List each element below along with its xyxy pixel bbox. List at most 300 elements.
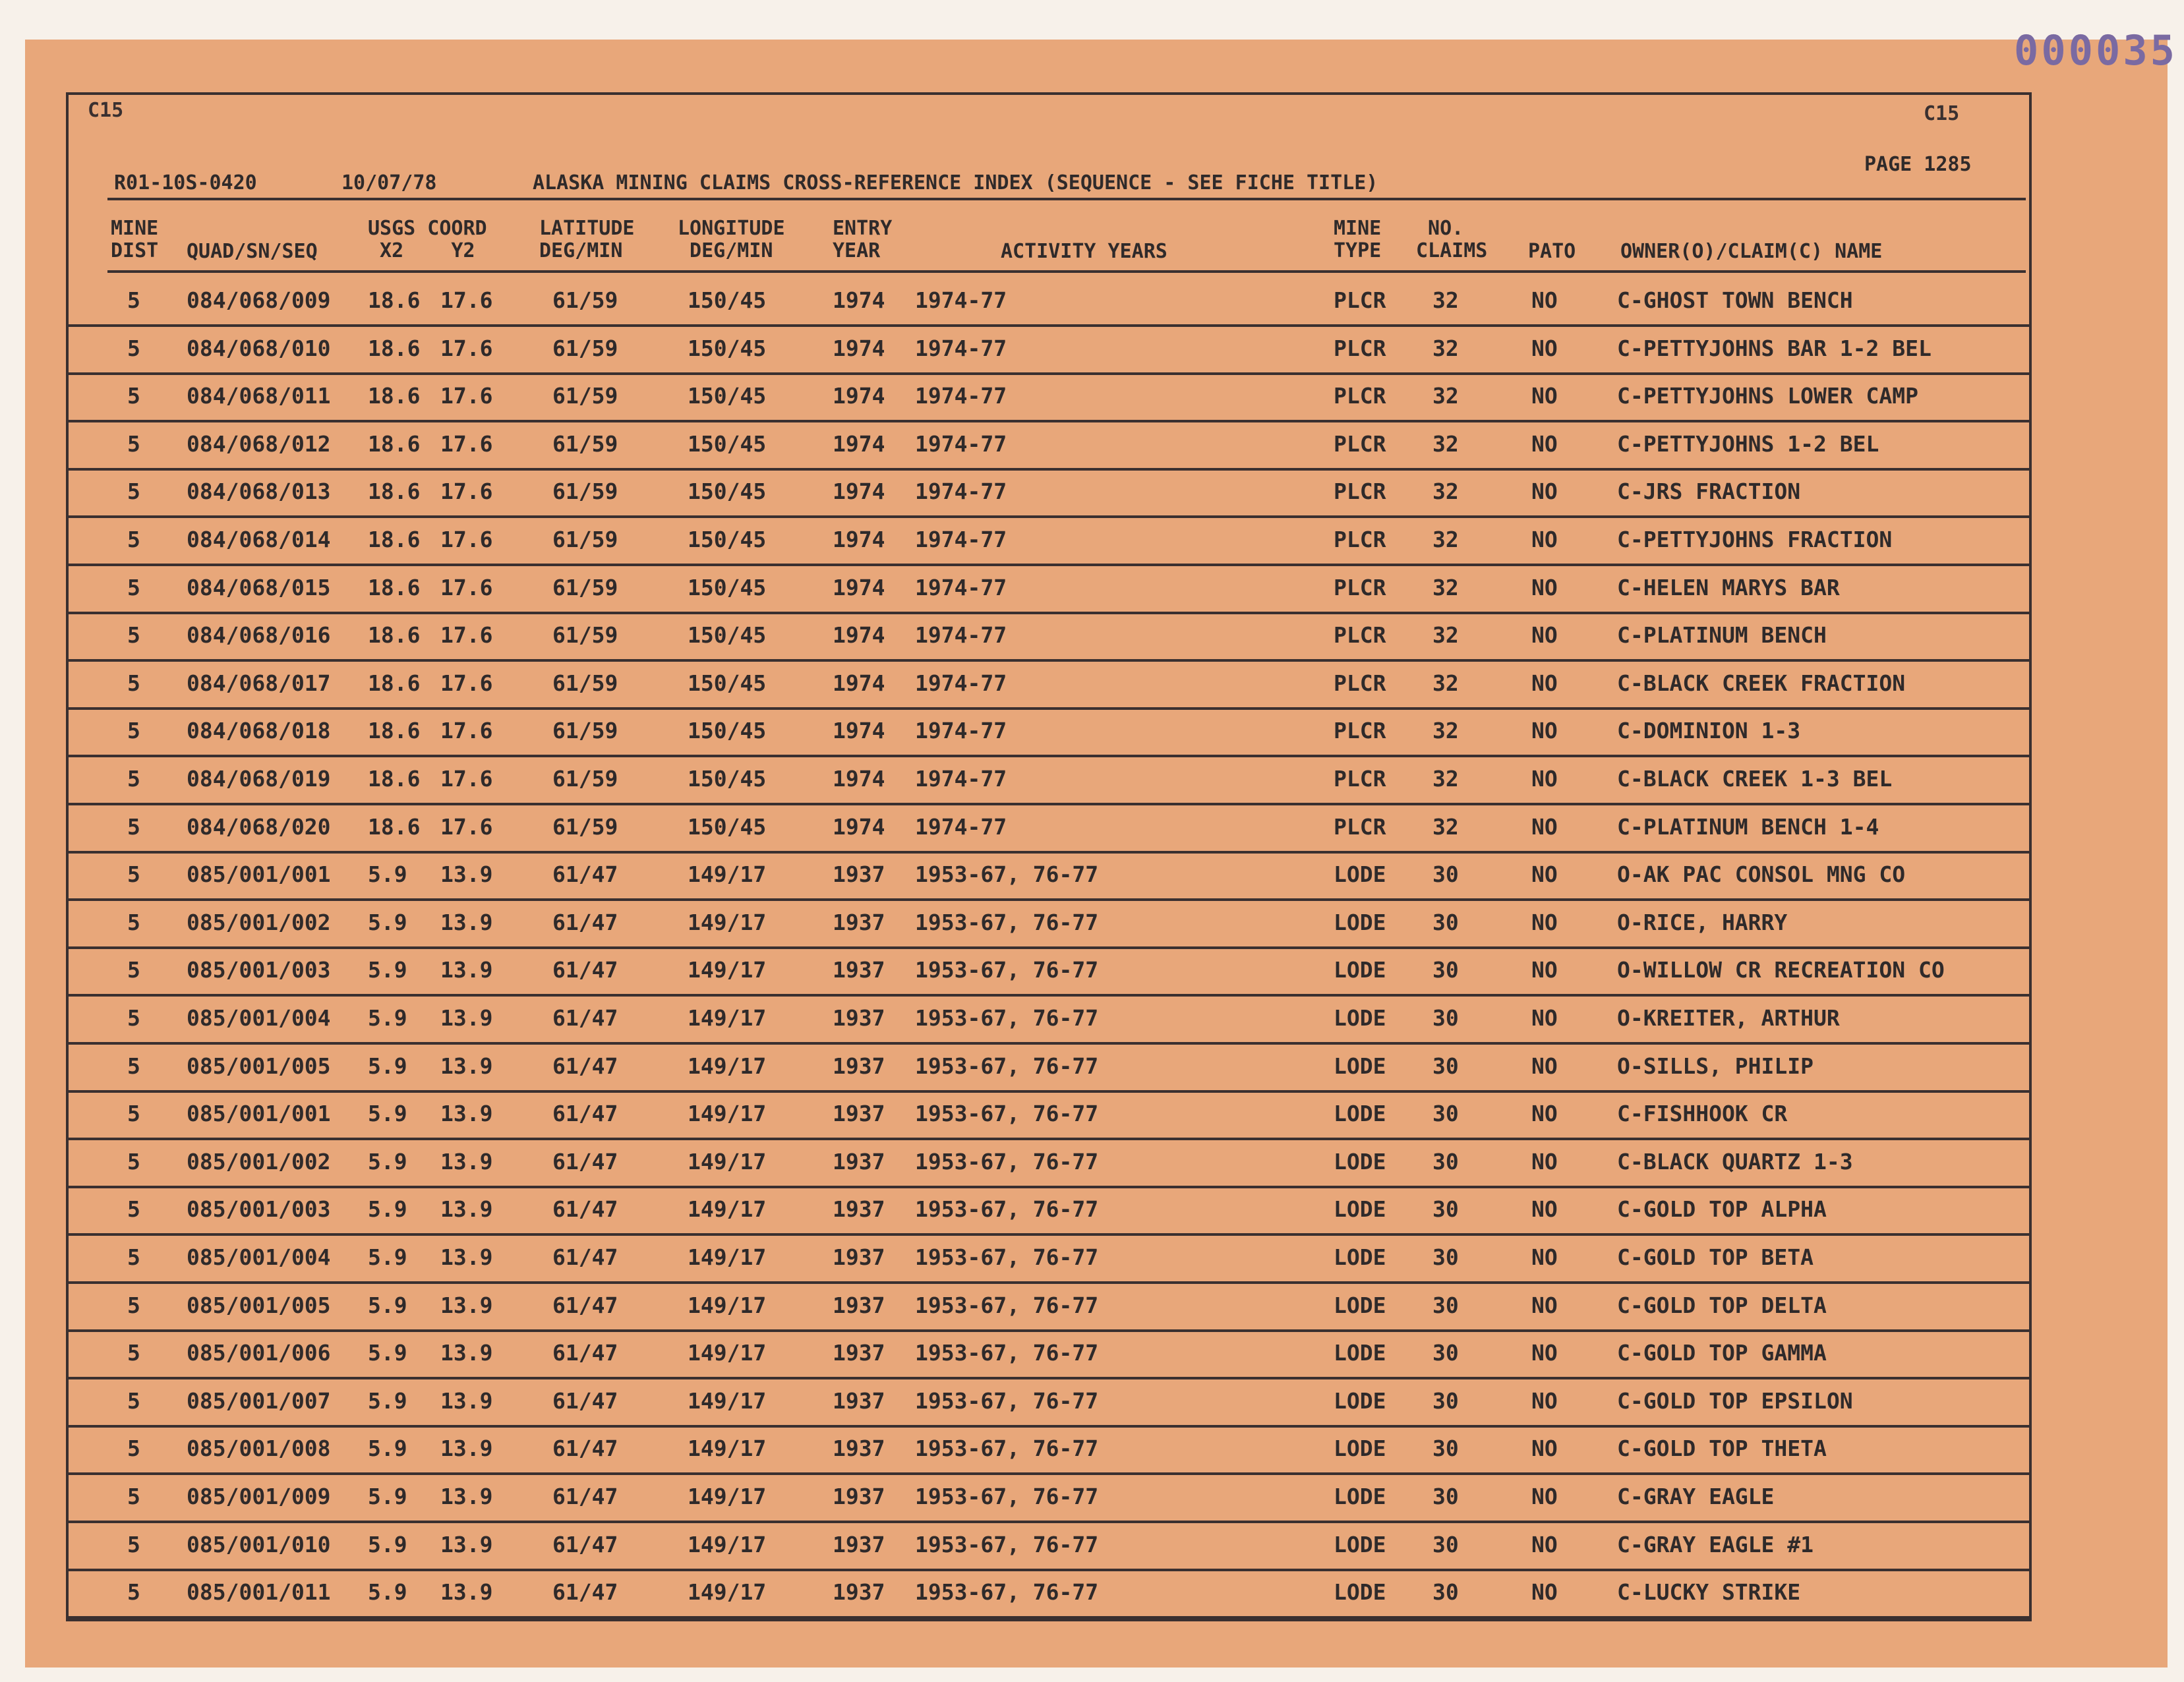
cell-y2: 17.6 <box>440 766 493 792</box>
cell-quad: 085/001/005 <box>187 1053 331 1079</box>
cell-lon: 150/45 <box>688 383 767 409</box>
cell-pato: NO <box>1531 909 1558 935</box>
cell-pato: NO <box>1531 1484 1558 1509</box>
cell-lat: 61/47 <box>552 1148 618 1174</box>
cell-y2: 17.6 <box>440 430 493 457</box>
cell-pato: NO <box>1531 622 1558 649</box>
cell-activity: 1953-67, 76-77 <box>915 1531 1099 1557</box>
cell-y2: 17.6 <box>440 670 493 696</box>
cell-dist: 5 <box>127 957 140 983</box>
cell-lat: 61/59 <box>552 287 618 313</box>
cell-type: PLCR <box>1334 478 1386 505</box>
cell-name: C-LUCKY STRIKE <box>1617 1579 1801 1606</box>
cell-type: LODE <box>1334 1148 1386 1174</box>
cell-type: LODE <box>1334 1005 1386 1031</box>
cell-lat: 61/59 <box>552 622 618 649</box>
cell-dist: 5 <box>127 1101 140 1127</box>
cell-entry: 1974 <box>833 527 885 552</box>
table-row <box>25 1043 2069 1090</box>
cell-name: C-GRAY EAGLE #1 <box>1617 1531 1814 1557</box>
cell-x2: 5.9 <box>368 1436 407 1462</box>
cell-lon: 150/45 <box>688 335 767 361</box>
cell-activity: 1953-67, 76-77 <box>915 1196 1099 1223</box>
cell-pato: NO <box>1531 718 1558 744</box>
cell-x2: 5.9 <box>368 1148 407 1174</box>
cell-name: C-GOLD TOP DELTA <box>1617 1292 1827 1318</box>
page-stamp: 000035 <box>2014 26 2177 74</box>
cell-quad: 084/068/009 <box>187 287 331 313</box>
cell-lon: 149/17 <box>688 909 767 935</box>
table-row <box>25 325 2069 372</box>
cell-pato: NO <box>1531 766 1558 792</box>
cell-type: LODE <box>1334 1196 1386 1223</box>
col-mine-dist: MINE DIST <box>111 217 159 262</box>
cell-type: LODE <box>1334 1436 1386 1462</box>
cell-type: LODE <box>1334 909 1386 935</box>
cell-dist: 5 <box>127 1340 140 1366</box>
col-activity-years: ACTIVITY YEARS <box>1001 240 1167 263</box>
cell-pato: NO <box>1531 813 1558 840</box>
cell-quad: 085/001/003 <box>187 1196 331 1223</box>
table-row <box>25 420 2069 468</box>
cell-dist: 5 <box>127 430 140 457</box>
cell-lon: 149/17 <box>688 1484 767 1509</box>
cell-claims: 32 <box>1432 670 1459 696</box>
cell-claims: 30 <box>1432 861 1459 888</box>
cell-quad: 084/068/020 <box>187 813 331 840</box>
table-row <box>25 1473 2069 1521</box>
cell-dist: 5 <box>127 622 140 649</box>
cell-lat: 61/59 <box>552 478 618 505</box>
cell-lon: 150/45 <box>688 766 767 792</box>
cell-x2: 18.6 <box>368 527 421 552</box>
cell-quad: 085/001/001 <box>187 861 331 888</box>
cell-name: C-PETTYJOHNS 1-2 BEL <box>1617 430 1879 457</box>
cell-lat: 61/59 <box>552 527 618 552</box>
table-row <box>25 1569 2069 1616</box>
cell-claims: 32 <box>1432 478 1459 505</box>
cell-name: C-BLACK CREEK FRACTION <box>1617 670 1906 696</box>
cell-pato: NO <box>1531 527 1558 552</box>
cell-type: PLCR <box>1334 670 1386 696</box>
table-row <box>25 516 2069 564</box>
fiche-sheet <box>25 40 2168 1668</box>
cell-quad: 085/001/005 <box>187 1292 331 1318</box>
cell-type: PLCR <box>1334 766 1386 792</box>
cell-entry: 1937 <box>833 1579 885 1606</box>
cell-y2: 17.6 <box>440 335 493 361</box>
cell-type: LODE <box>1334 1531 1386 1557</box>
cell-activity: 1974-77 <box>915 718 1007 744</box>
corner-label-right: C15 <box>1924 102 1960 125</box>
cell-entry: 1937 <box>833 1387 885 1414</box>
cell-y2: 17.6 <box>440 813 493 840</box>
cell-quad: 085/001/002 <box>187 1148 331 1174</box>
cell-y2: 17.6 <box>440 383 493 409</box>
cell-lon: 149/17 <box>688 1340 767 1366</box>
cell-pato: NO <box>1531 430 1558 457</box>
cell-lat: 61/47 <box>552 1484 618 1509</box>
cell-claims: 32 <box>1432 430 1459 457</box>
table-row <box>25 564 2069 612</box>
cell-x2: 18.6 <box>368 335 421 361</box>
cell-lat: 61/47 <box>552 1292 618 1318</box>
cell-entry: 1937 <box>833 1005 885 1031</box>
cell-quad: 085/001/010 <box>187 1531 331 1557</box>
cell-activity: 1953-67, 76-77 <box>915 909 1099 935</box>
cell-lon: 149/17 <box>688 957 767 983</box>
cell-activity: 1974-77 <box>915 527 1007 552</box>
cell-lat: 61/47 <box>552 957 618 983</box>
cell-pato: NO <box>1531 1436 1558 1462</box>
cell-lat: 61/47 <box>552 1053 618 1079</box>
cell-dist: 5 <box>127 1579 140 1606</box>
table-row <box>25 1425 2069 1472</box>
cell-activity: 1953-67, 76-77 <box>915 1148 1099 1174</box>
cell-x2: 5.9 <box>368 1101 407 1127</box>
cell-lon: 150/45 <box>688 527 767 552</box>
cell-lon: 150/45 <box>688 813 767 840</box>
cell-claims: 30 <box>1432 1387 1459 1414</box>
cell-name: C-BLACK QUARTZ 1-3 <box>1617 1148 1853 1174</box>
cell-claims: 32 <box>1432 766 1459 792</box>
cell-y2: 13.9 <box>440 957 493 983</box>
cell-dist: 5 <box>127 718 140 744</box>
cell-claims: 32 <box>1432 813 1459 840</box>
cell-activity: 1974-77 <box>915 478 1007 505</box>
cell-quad: 084/068/019 <box>187 766 331 792</box>
cell-entry: 1937 <box>833 1053 885 1079</box>
cell-dist: 5 <box>127 1005 140 1031</box>
row-rule <box>66 1616 2030 1619</box>
cell-x2: 18.6 <box>368 622 421 649</box>
cell-type: PLCR <box>1334 527 1386 552</box>
table-row <box>25 803 2069 851</box>
header-rule <box>107 198 2026 200</box>
cell-entry: 1937 <box>833 1148 885 1174</box>
table-row <box>25 1329 2069 1377</box>
cell-x2: 18.6 <box>368 430 421 457</box>
cell-claims: 30 <box>1432 1005 1459 1031</box>
cell-activity: 1953-67, 76-77 <box>915 1244 1099 1270</box>
cell-activity: 1953-67, 76-77 <box>915 1387 1099 1414</box>
col-usgs-coord: USGS COORD X2 Y2 <box>368 217 487 262</box>
cell-x2: 5.9 <box>368 1005 407 1031</box>
cell-type: LODE <box>1334 1292 1386 1318</box>
cell-pato: NO <box>1531 1244 1558 1270</box>
table-row <box>25 1521 2069 1569</box>
cell-dist: 5 <box>127 1148 140 1174</box>
cell-lat: 61/59 <box>552 335 618 361</box>
cell-type: LODE <box>1334 1101 1386 1127</box>
cell-pato: NO <box>1531 287 1558 313</box>
cell-lon: 150/45 <box>688 670 767 696</box>
cell-lat: 61/47 <box>552 1340 618 1366</box>
cell-activity: 1953-67, 76-77 <box>915 1484 1099 1509</box>
cell-activity: 1974-77 <box>915 287 1007 313</box>
cell-type: PLCR <box>1334 718 1386 744</box>
cell-claims: 32 <box>1432 622 1459 649</box>
cell-entry: 1937 <box>833 1292 885 1318</box>
cell-y2: 17.6 <box>440 527 493 552</box>
cell-lat: 61/59 <box>552 670 618 696</box>
cell-entry: 1937 <box>833 861 885 888</box>
cell-claims: 32 <box>1432 718 1459 744</box>
cell-pato: NO <box>1531 1101 1558 1127</box>
cell-lat: 61/47 <box>552 1101 618 1127</box>
cell-claims: 32 <box>1432 383 1459 409</box>
cell-claims: 30 <box>1432 1531 1459 1557</box>
cell-type: LODE <box>1334 1244 1386 1270</box>
cell-claims: 30 <box>1432 1148 1459 1174</box>
cell-dist: 5 <box>127 909 140 935</box>
cell-pato: NO <box>1531 335 1558 361</box>
cell-y2: 13.9 <box>440 1292 493 1318</box>
cell-quad: 085/001/007 <box>187 1387 331 1414</box>
cell-x2: 18.6 <box>368 478 421 505</box>
cell-y2: 13.9 <box>440 1531 493 1557</box>
cell-type: PLCR <box>1334 383 1386 409</box>
cell-pato: NO <box>1531 383 1558 409</box>
page-number: PAGE 1285 <box>1864 153 1972 176</box>
cell-lon: 149/17 <box>688 1053 767 1079</box>
cell-x2: 18.6 <box>368 813 421 840</box>
cell-quad: 085/001/011 <box>187 1579 331 1606</box>
table-row <box>25 1186 2069 1233</box>
cell-entry: 1974 <box>833 287 885 313</box>
cell-name: C-GOLD TOP EPSILON <box>1617 1387 1853 1414</box>
cell-dist: 5 <box>127 478 140 505</box>
cell-activity: 1974-77 <box>915 430 1007 457</box>
cell-x2: 18.6 <box>368 287 421 313</box>
table-row <box>25 1378 2069 1425</box>
cell-dist: 5 <box>127 670 140 696</box>
cell-x2: 5.9 <box>368 1387 407 1414</box>
table-row <box>25 755 2069 803</box>
cell-x2: 5.9 <box>368 1340 407 1366</box>
col-owner-claim-name: OWNER(O)/CLAIM(C) NAME <box>1620 240 1883 263</box>
cell-x2: 5.9 <box>368 957 407 983</box>
cell-y2: 13.9 <box>440 1148 493 1174</box>
col-longitude: LONGITUDE DEG/MIN <box>678 217 785 262</box>
cell-name: C-DOMINION 1-3 <box>1617 718 1801 744</box>
cell-x2: 18.6 <box>368 383 421 409</box>
cell-name: O-RICE, HARRY <box>1617 909 1788 935</box>
cell-y2: 13.9 <box>440 1340 493 1366</box>
cell-claims: 30 <box>1432 1101 1459 1127</box>
col-entry-year: ENTRY YEAR <box>833 217 893 262</box>
table-row <box>25 995 2069 1042</box>
cell-activity: 1974-77 <box>915 574 1007 600</box>
cell-quad: 085/001/004 <box>187 1005 331 1031</box>
cell-name: O-KREITER, ARTHUR <box>1617 1005 1840 1031</box>
cell-type: LODE <box>1334 957 1386 983</box>
cell-quad: 084/068/015 <box>187 574 331 600</box>
table-row <box>25 468 2069 515</box>
cell-entry: 1937 <box>833 1340 885 1366</box>
cell-claims: 30 <box>1432 957 1459 983</box>
cell-pato: NO <box>1531 861 1558 888</box>
cell-pato: NO <box>1531 1005 1558 1031</box>
cell-dist: 5 <box>127 1387 140 1414</box>
cell-dist: 5 <box>127 335 140 361</box>
cell-x2: 5.9 <box>368 861 407 888</box>
cell-lon: 149/17 <box>688 1436 767 1462</box>
table-row <box>25 372 2069 420</box>
cell-y2: 17.6 <box>440 287 493 313</box>
cell-y2: 13.9 <box>440 909 493 935</box>
cell-lat: 61/47 <box>552 1244 618 1270</box>
cell-dist: 5 <box>127 1484 140 1509</box>
cell-name: C-PLATINUM BENCH 1-4 <box>1617 813 1879 840</box>
cell-lon: 149/17 <box>688 861 767 888</box>
cell-dist: 5 <box>127 287 140 313</box>
cell-lon: 150/45 <box>688 622 767 649</box>
cell-activity: 1953-67, 76-77 <box>915 861 1099 888</box>
cell-entry: 1937 <box>833 909 885 935</box>
cell-activity: 1953-67, 76-77 <box>915 1292 1099 1318</box>
table-row <box>25 851 2069 898</box>
cell-lat: 61/47 <box>552 861 618 888</box>
cell-claims: 30 <box>1432 909 1459 935</box>
cell-quad: 085/001/008 <box>187 1436 331 1462</box>
cell-dist: 5 <box>127 1053 140 1079</box>
cell-lat: 61/47 <box>552 1436 618 1462</box>
cell-x2: 18.6 <box>368 718 421 744</box>
cell-claims: 30 <box>1432 1579 1459 1606</box>
cell-dist: 5 <box>127 1292 140 1318</box>
cell-entry: 1974 <box>833 383 885 409</box>
table-row <box>25 1090 2069 1138</box>
cell-activity: 1953-67, 76-77 <box>915 1101 1099 1127</box>
cell-pato: NO <box>1531 1292 1558 1318</box>
cell-quad: 084/068/010 <box>187 335 331 361</box>
cell-quad: 084/068/014 <box>187 527 331 552</box>
report-title: ALASKA MINING CLAIMS CROSS-REFERENCE INDEX (SEQUENCE - SEE FICHE TITLE) <box>533 171 1378 194</box>
cell-type: PLCR <box>1334 813 1386 840</box>
cell-activity: 1974-77 <box>915 335 1007 361</box>
cell-name: C-HELEN MARYS BAR <box>1617 574 1840 600</box>
cell-lon: 149/17 <box>688 1005 767 1031</box>
cell-lat: 61/47 <box>552 1387 618 1414</box>
cell-name: C-PETTYJOHNS LOWER CAMP <box>1617 383 1918 409</box>
cell-activity: 1953-67, 76-77 <box>915 1053 1099 1079</box>
cell-y2: 13.9 <box>440 1196 493 1223</box>
cell-type: PLCR <box>1334 430 1386 457</box>
cell-pato: NO <box>1531 574 1558 600</box>
cell-claims: 32 <box>1432 527 1459 552</box>
cell-pato: NO <box>1531 670 1558 696</box>
cell-quad: 085/001/002 <box>187 909 331 935</box>
cell-lon: 150/45 <box>688 478 767 505</box>
cell-name: O-AK PAC CONSOL MNG CO <box>1617 861 1906 888</box>
table-row <box>25 946 2069 994</box>
cell-type: PLCR <box>1334 622 1386 649</box>
cell-x2: 18.6 <box>368 574 421 600</box>
cell-name: C-FISHHOOK CR <box>1617 1101 1788 1127</box>
cell-lon: 149/17 <box>688 1292 767 1318</box>
cell-lon: 149/17 <box>688 1101 767 1127</box>
cell-dist: 5 <box>127 1436 140 1462</box>
cell-lon: 149/17 <box>688 1244 767 1270</box>
cell-y2: 17.6 <box>440 622 493 649</box>
cell-type: LODE <box>1334 861 1386 888</box>
cell-quad: 084/068/018 <box>187 718 331 744</box>
cell-entry: 1974 <box>833 813 885 840</box>
cell-lat: 61/59 <box>552 383 618 409</box>
corner-label-left: C15 <box>88 99 124 122</box>
cell-entry: 1974 <box>833 478 885 505</box>
cell-lon: 150/45 <box>688 718 767 744</box>
cell-name: C-JRS FRACTION <box>1617 478 1801 505</box>
report-date: 10/07/78 <box>341 171 437 194</box>
report-id: R01-10S-0420 <box>114 171 257 194</box>
cell-type: LODE <box>1334 1579 1386 1606</box>
cell-name: C-GHOST TOWN BENCH <box>1617 287 1853 313</box>
cell-type: PLCR <box>1334 335 1386 361</box>
cell-pato: NO <box>1531 1340 1558 1366</box>
table-row <box>25 277 2069 324</box>
cell-x2: 5.9 <box>368 1196 407 1223</box>
cell-lat: 61/59 <box>552 718 618 744</box>
cell-activity: 1953-67, 76-77 <box>915 1340 1099 1366</box>
cell-claims: 30 <box>1432 1292 1459 1318</box>
cell-name: O-WILLOW CR RECREATION CO <box>1617 957 1945 983</box>
cell-claims: 30 <box>1432 1436 1459 1462</box>
cell-pato: NO <box>1531 1053 1558 1079</box>
cell-x2: 18.6 <box>368 670 421 696</box>
cell-quad: 085/001/001 <box>187 1101 331 1127</box>
cell-claims: 30 <box>1432 1484 1459 1509</box>
cell-entry: 1974 <box>833 718 885 744</box>
cell-entry: 1937 <box>833 1436 885 1462</box>
cell-lat: 61/47 <box>552 1579 618 1606</box>
cell-entry: 1974 <box>833 670 885 696</box>
cell-entry: 1937 <box>833 1531 885 1557</box>
cell-dist: 5 <box>127 1531 140 1557</box>
cell-entry: 1974 <box>833 430 885 457</box>
cell-x2: 5.9 <box>368 909 407 935</box>
cell-lon: 149/17 <box>688 1196 767 1223</box>
cell-dist: 5 <box>127 766 140 792</box>
cell-quad: 085/001/006 <box>187 1340 331 1366</box>
table-row <box>25 707 2069 755</box>
cell-name: C-GOLD TOP THETA <box>1617 1436 1827 1462</box>
cell-pato: NO <box>1531 1387 1558 1414</box>
table-row <box>25 612 2069 659</box>
cell-lat: 61/59 <box>552 766 618 792</box>
cell-x2: 5.9 <box>368 1531 407 1557</box>
cell-y2: 17.6 <box>440 478 493 505</box>
cell-pato: NO <box>1531 1531 1558 1557</box>
cell-y2: 17.6 <box>440 718 493 744</box>
cell-x2: 18.6 <box>368 766 421 792</box>
cell-activity: 1974-77 <box>915 622 1007 649</box>
cell-lat: 61/47 <box>552 909 618 935</box>
col-pato: PATO <box>1528 240 1576 263</box>
cell-lat: 61/59 <box>552 574 618 600</box>
cell-pato: NO <box>1531 1148 1558 1174</box>
cell-type: LODE <box>1334 1387 1386 1414</box>
cell-lon: 149/17 <box>688 1579 767 1606</box>
cell-dist: 5 <box>127 861 140 888</box>
cell-lat: 61/47 <box>552 1196 618 1223</box>
cell-activity: 1953-67, 76-77 <box>915 1579 1099 1606</box>
cell-y2: 13.9 <box>440 1579 493 1606</box>
cell-claims: 30 <box>1432 1196 1459 1223</box>
table-row <box>25 1234 2069 1281</box>
cell-entry: 1974 <box>833 574 885 600</box>
